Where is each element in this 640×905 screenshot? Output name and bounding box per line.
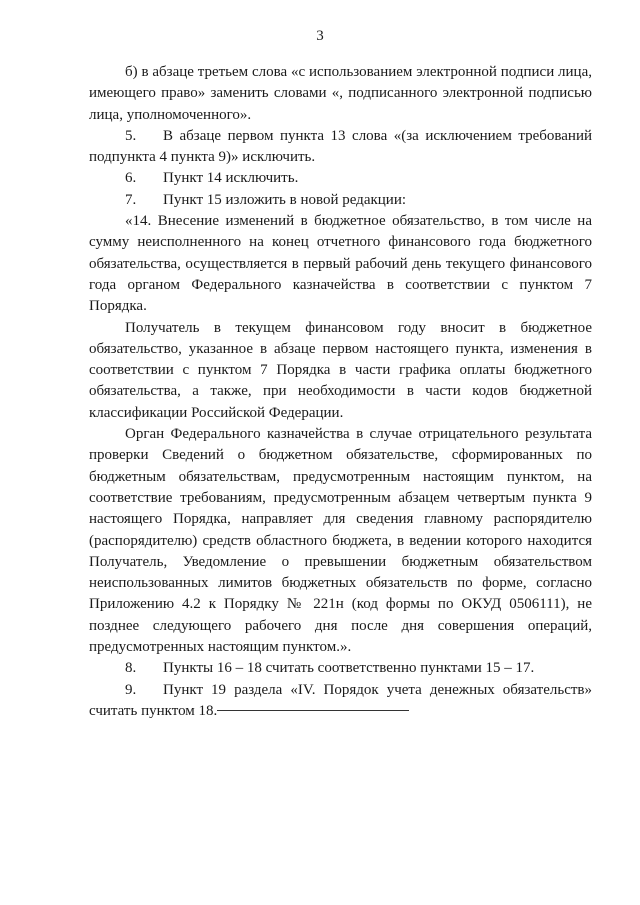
- list-item-8: [89, 658, 592, 679]
- list-item-7: [89, 190, 592, 211]
- item-number: 5.: [125, 127, 137, 144]
- end-separator-line: [217, 710, 409, 711]
- page-number: 3: [316, 28, 324, 44]
- list-item-9: [89, 680, 592, 723]
- item-text: Пункт 14 исключить.: [163, 170, 299, 187]
- item-number: 7.: [125, 191, 137, 208]
- paragraph-14: «14. Внесение изменений в бюджетное обязательство, в том числе на сумму неисполненного на конец отчетного финансового года бюджетного обязательства, осуществляется в первый рабочий день текущего финансового года органом Федерального казначейства в соответствии с пунктом 7 Порядка.: [89, 213, 592, 315]
- paragraph-subitem-b: б) в абзаце третьем слова «с использованием электронной подписи лица, имеющего право» заменить словами «, подписанного электронной подписью лица, уполномоченного».: [89, 64, 592, 123]
- document-body: [89, 62, 592, 722]
- list-item-6: [89, 168, 592, 189]
- item-text: Пункты 16 – 18 считать соответственно пунктами 15 – 17.: [163, 660, 535, 677]
- item-text: Пункт 15 изложить в новой редакции:: [163, 191, 407, 208]
- item-text: Пункт 19 раздела «IV. Порядок учета денежных обязательств» считать пунктом 18.: [89, 681, 592, 719]
- item-number: 8.: [125, 660, 137, 677]
- item-text: В абзаце первом пункта 13 слова «(за исключением требований подпункта 4 пункта 9)» исключить.: [89, 127, 592, 166]
- item-number: 9.: [125, 681, 137, 698]
- item-number: 6.: [125, 170, 137, 187]
- paragraph-recipient: Получатель в текущем финансовом году вносит в бюджетное обязательство, указанное в абзаце первом настоящего пункта, изменения в соответствии с пунктом 7 Порядка в части графика оплаты бюджетного обязательства, а также, при необходимости в части кодов бюджетной классификации Российской Федерации.: [89, 319, 592, 421]
- paragraph-treasury-organ: Орган Федерального казначейства в случае отрицательного результата проверки Сведений о бюджетном обязательстве, сформированных по бюджетным обязательствам, предусмотренным настоящим пунктом, на соответствие требованиям, предусмотренным абзацем четвертым пункта 9 настоящего Порядка, направляет для сведения главному распорядителю (распорядителю) средств областного бюджета, в ведении которого находится Получатель, Уведомление о превышении бюджетным обязательством неиспользованных лимитов бюджетных обязательств по форме, согласно Приложению 4.2 к Порядку № 221н (код формы по ОКУД 0506111), не позднее следующего рабочего дня после дня совершения операций, предусмотренных настоящим пунктом.».: [89, 426, 592, 656]
- list-item-5: [89, 126, 592, 169]
